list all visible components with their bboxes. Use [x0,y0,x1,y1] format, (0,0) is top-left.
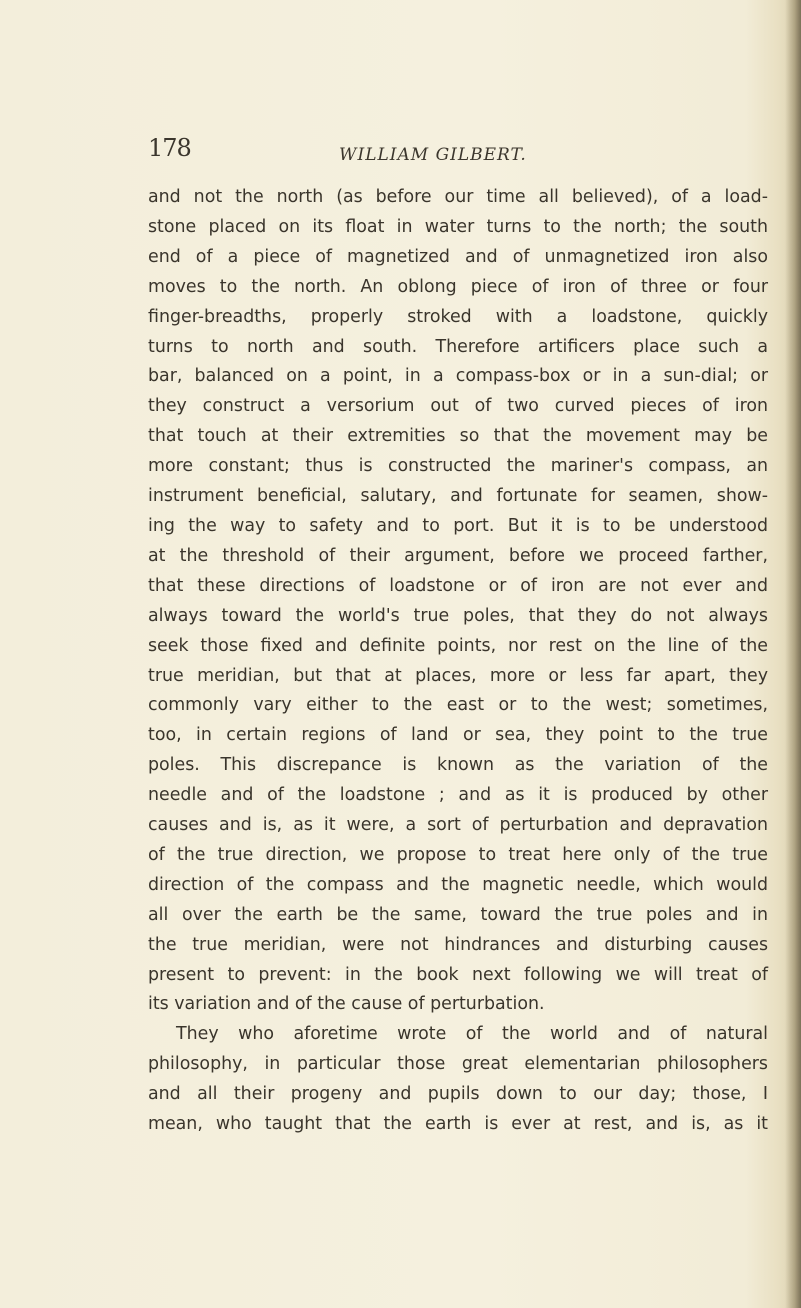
text-line: philosophy, in particular those great elementarian philosophers [148,1054,768,1075]
running-head: WILLIAM GILBERT. [339,145,527,165]
text-line: poles. This discrepance is known as the variation of the [148,755,768,776]
body-text [148,183,768,1140]
text-line: all over the earth be the same, toward the true poles and in [148,904,768,925]
text-line: at the threshold of their argument, before we proceed farther, [148,545,768,566]
text-line: needle and of the loadstone ; and as it is produced by other [148,785,768,806]
page-number: 178 [148,134,191,162]
page-edge-shadow [785,0,801,1308]
text-line: true meridian, but that at places, more or less far apart, they [148,665,768,686]
text-line: mean, who taught that the earth is ever at rest, and is, as it [148,1114,768,1135]
text-line: that touch at their extremities so that the movement may be [148,426,768,447]
text-line: the true meridian, were not hindrances and disturbing causes [148,934,768,955]
text-line: and all their progeny and pupils down to our day; those, I [148,1084,768,1105]
text-line: that these directions of loadstone or of iron are not ever and [148,575,768,596]
text-line: turns to north and south. Therefore artificers place such a [148,336,768,357]
text-line: direction of the compass and the magnetic needle, which would [148,874,768,895]
text-line: ing the way to safety and to port. But it is to be understood [148,515,768,536]
text-line: they construct a versorium out of two curved pieces of iron [148,396,768,417]
text-line: bar, balanced on a point, in a compass-box or in a sun-dial; or [148,366,768,387]
text-line: always toward the world's true poles, that they do not always [148,605,768,626]
text-line: its variation and of the cause of perturbation. [148,994,545,1015]
text-line: commonly vary either to the east or to the west; sometimes, [148,695,768,716]
text-line: causes and is, as it were, a sort of perturbation and depravation [148,815,768,836]
text-line: finger-breadths, properly stroked with a loadstone, quickly [148,306,768,327]
text-line: stone placed on its float in water turns to the north; the south [148,216,768,237]
text-line: instrument beneficial, salutary, and fortunate for seamen, show- [148,486,768,507]
text-line: present to prevent: in the book next following we will treat of [148,964,768,985]
text-line: too, in certain regions of land or sea, they point to the true [148,725,768,746]
text-line: and not the north (as before our time all believed), of a load- [148,187,768,207]
text-line: end of a piece of magnetized and of unmagnetized iron also [148,246,768,267]
text-line: They who aforetime wrote of the world and of natural [176,1024,768,1045]
text-line: seek those fixed and definite points, nor rest on the line of the [148,635,768,656]
text-line: more constant; thus is constructed the mariner's compass, an [148,456,768,477]
text-line: of the true direction, we propose to treat here only of the true [148,844,768,865]
text-line: moves to the north. An oblong piece of iron of three or four [148,276,768,297]
